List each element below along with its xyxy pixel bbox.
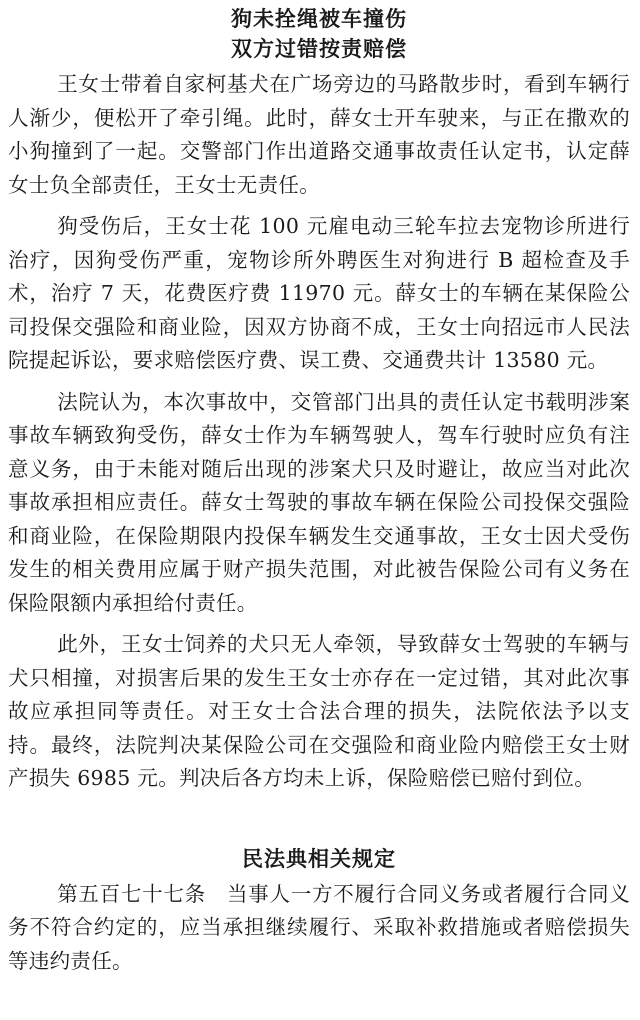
law-article-text: 第五百七十七条 当事人一方不履行合同义务或者履行合同义务不符合约定的，应当承担继续履行、采取补救措施或者赔偿损失等违约责任。	[8, 881, 630, 973]
title-line-1: 狗未拴绳被车撞伤	[231, 7, 407, 31]
paragraph-judgment: 此外，王女士饲养的犬只无人牵领，导致薛女士驾驶的车辆与犬只相撞，对损害后果的发生王女士亦存在一定过错，其对此次事故应承担同等责任。对王女士合法合理的损失，法院依法予以支持。最终，法院判决某保险公司在交强险和商业险内赔偿王女士财产损失 6985 元。判决后各方均未上诉，保险赔偿已赔付到位。	[8, 632, 630, 790]
title-line-2: 双方过错按责赔偿	[231, 37, 407, 61]
section-spacer	[8, 804, 630, 844]
law-section-title: 民法典相关规定	[242, 846, 396, 871]
article-title	[8, 0, 630, 64]
paragraph-court-opinion: 法院认为，本次事故中，交管部门出具的责任认定书载明涉案事故车辆致狗受伤，薛女士作为车辆驾驶人，驾车行驶时应负有注意义务，由于未能对随后出现的涉案犬只及时避让，故应当对此次事故承担相应责任。薛女士驾驶的事故车辆在保险公司投保交强险和商业险，在保险期限内投保车辆发生交通事故，王女士因犬受伤发生的相关费用应属于财产损失范围，对此被告保险公司有义务在保险限额内承担给付责任。	[8, 389, 630, 615]
paragraph-incident: 王女士带着自家柯基犬在广场旁边的马路散步时，看到车辆行人渐少，便松开了牵引绳。此时，薛女士开车驶来，与正在撒欢的小狗撞到了一起。交警部门作出道路交通事故责任认定书，认定薛女士负全部责任，王女士无责任。	[8, 72, 630, 197]
article-page	[8, 0, 630, 986]
paragraph-treatment-lawsuit: 狗受伤后，王女士花 100 元雇电动三轮车拉去宠物诊所进行治疗，因狗受伤严重，宠物诊所外聘医生对狗进行 B 超检查及手术，治疗 7 天，花费医疗费 11970 元。薛女士的车辆在某保险公司投保交强险和商业险，因双方协商不成，王女士向招远市人民法院提起诉讼，要求赔偿医疗费、误工费、交通费共计 13580 元。	[8, 214, 630, 372]
